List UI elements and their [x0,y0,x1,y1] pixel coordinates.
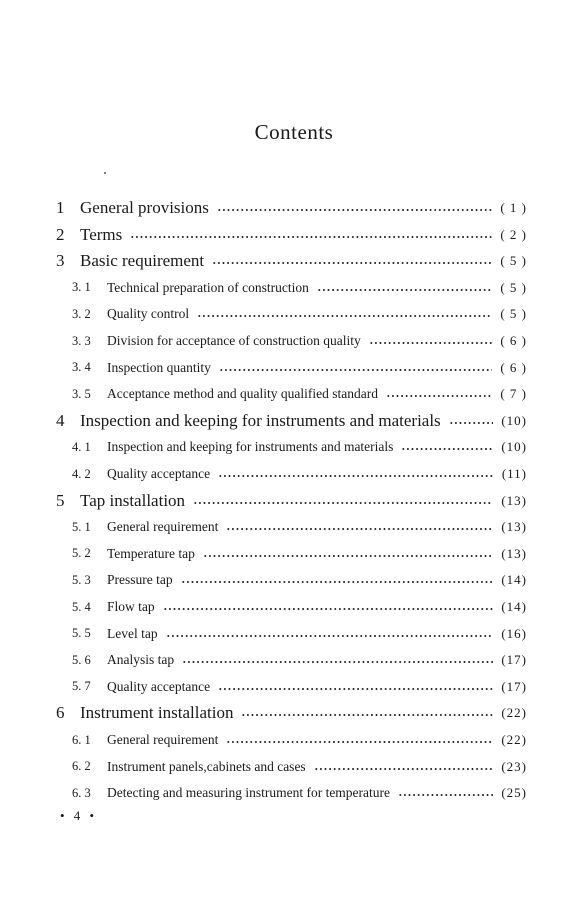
toc-section-entry[interactable] [72,541,527,567]
dot-leader [398,790,493,800]
toc-section-entry[interactable] [72,621,527,647]
toc-section-entry[interactable] [72,754,527,780]
toc-entry-page: (13) [501,545,527,561]
toc-section-entry[interactable] [72,434,527,460]
toc-entry-page: (10) [501,412,527,428]
toc-section-entry[interactable] [72,780,527,806]
dot-leader [219,365,492,375]
toc-section-entry[interactable] [72,594,527,620]
toc-entry-page: ( 5 ) [500,306,527,322]
toc-section-entry[interactable] [72,328,527,354]
toc-entry-page: ( 2 ) [500,226,527,242]
dot-leader [193,498,493,508]
dot-leader [181,577,494,587]
toc-entry-page: (14) [501,599,527,614]
toc-entry-number: 6 [56,703,65,723]
toc-entry-number: 6. 2 [72,759,91,774]
page-title: Contents [254,120,334,144]
dot-leader [226,524,493,534]
toc-entry-title: Basic requirement [80,251,205,271]
toc-entry-page: (22) [501,732,527,747]
toc-entry-title: Technical preparation of construction [107,279,309,295]
toc-entry-title: Quality acceptance [107,466,211,481]
toc-entry-number: 4. 2 [72,466,91,481]
toc-chapter-entry[interactable] [56,488,527,514]
toc-entry-title: General requirement [107,732,219,747]
toc-entry-page: ( 5 ) [500,279,527,295]
dot-leader [314,764,494,774]
toc-entry-title: Temperature tap [107,545,195,561]
toc-section-entry[interactable] [72,275,527,301]
toc-entry-number: 3. 4 [72,360,91,375]
toc-entry-title: Inspection quantity [107,359,211,375]
toc-entry-page: ( 6 ) [500,359,527,375]
toc-entry-page: (25) [501,785,527,801]
toc-entry-title: Tap installation [80,490,186,510]
toc-entry-number: 6. 1 [72,732,91,747]
toc-entry-page: (13) [501,519,527,535]
toc-entry-page: (17) [501,678,527,694]
toc-section-entry[interactable] [72,567,527,593]
page-number-footer: • 4 • [60,808,98,823]
toc-chapter-entry[interactable] [56,222,527,248]
toc-entry-page: ( 6 ) [500,333,527,348]
toc-entry-page: (23) [501,758,527,774]
toc-entry-number: 3 [56,251,65,271]
toc-chapter-entry[interactable] [56,248,527,274]
toc-section-entry[interactable] [72,301,527,327]
toc-entry-number: 3. 3 [72,333,91,348]
dot-leader [241,710,493,720]
toc-chapter-entry[interactable] [56,408,527,434]
toc-section-entry[interactable] [72,674,527,700]
toc-entry-number: 1 [56,198,65,217]
print-speck [104,172,106,174]
dot-leader [203,551,493,561]
toc-entry-page: ( 1 ) [500,200,527,215]
toc-section-entry[interactable] [72,381,527,407]
toc-entry-title: General requirement [107,519,219,535]
toc-entry-title: Quality control [107,306,190,322]
toc-entry-number: 4. 1 [72,439,91,454]
toc-entry-number: 5. 3 [72,572,91,587]
toc-entry-number: 5. 6 [72,652,91,667]
toc-entry-title: Acceptance method and quality qualified standard [107,386,379,402]
toc-section-entry[interactable] [72,727,527,753]
dot-leader [369,338,493,348]
toc-entry-number: 2 [56,224,65,244]
toc-entry-title: Flow tap [107,599,155,614]
toc-entry-number: 3. 1 [72,280,91,295]
toc-chapter-entry[interactable] [56,700,527,726]
dot-leader [182,657,493,667]
toc-chapter-entry[interactable] [56,195,527,221]
toc-entry-title: Quality acceptance [107,678,211,694]
toc-section-entry[interactable] [72,461,527,487]
toc-entry-number: 5. 7 [72,679,91,694]
dot-leader [166,631,494,641]
toc-section-entry[interactable] [72,355,527,381]
dot-leader [130,232,492,242]
toc-entry-page: ( 7 ) [500,386,527,402]
toc-entry-title: Inspection and keeping for instruments and materials [80,410,441,430]
toc-entry-number: 3. 2 [72,306,91,321]
toc-entry-number: 4 [56,410,65,430]
toc-entry-page: (11) [501,466,527,481]
toc-entry-page: (22) [501,705,527,721]
toc-entry-title: Pressure tap [107,572,173,588]
dot-leader [163,604,494,614]
toc-entry-number: 5. 1 [72,519,91,534]
dot-leader [218,471,494,481]
toc-entry-title: Instrument panels,cabinets and cases [107,758,306,774]
dot-leader [317,285,492,295]
toc-entry-number: 5. 2 [72,546,91,561]
toc-section-entry[interactable] [72,514,527,540]
toc-entry-number: 5. 5 [72,626,91,641]
toc-entry-title: Terms [80,224,123,244]
toc-entry-number: 5 [56,490,65,510]
toc-entry-page: (13) [501,492,527,508]
dot-leader [218,684,493,694]
toc-entry-number: 3. 5 [72,386,91,401]
toc-section-entry[interactable] [72,647,527,673]
dot-leader [197,311,492,321]
toc-entry-title: Level tap [107,625,158,641]
toc-entry-title: Division for acceptance of construction quality [107,333,361,348]
toc-entry-title: Analysis tap [107,652,175,668]
toc-entry-number: 5. 4 [72,599,91,614]
toc-entry-title: Inspection and keeping for instruments and materials [107,439,394,455]
toc-entry-title: General provisions [80,198,209,217]
toc-entry-page: ( 5 ) [500,253,527,269]
dot-leader [449,418,494,428]
dot-leader [226,737,493,747]
dot-leader [212,258,492,268]
dot-leader [386,391,492,401]
toc-entry-number: 6. 3 [72,785,91,800]
toc-entry-page: (14) [501,572,527,588]
toc-entry-page: (10) [501,439,527,455]
toc-entry-title: Detecting and measuring instrument for temperature [107,785,391,801]
dot-leader [401,444,493,454]
toc-entry-page: (17) [501,652,527,668]
dot-leader [217,205,492,215]
toc-entry-title: Instrument installation [80,703,234,723]
toc-entry-page: (16) [501,625,527,641]
